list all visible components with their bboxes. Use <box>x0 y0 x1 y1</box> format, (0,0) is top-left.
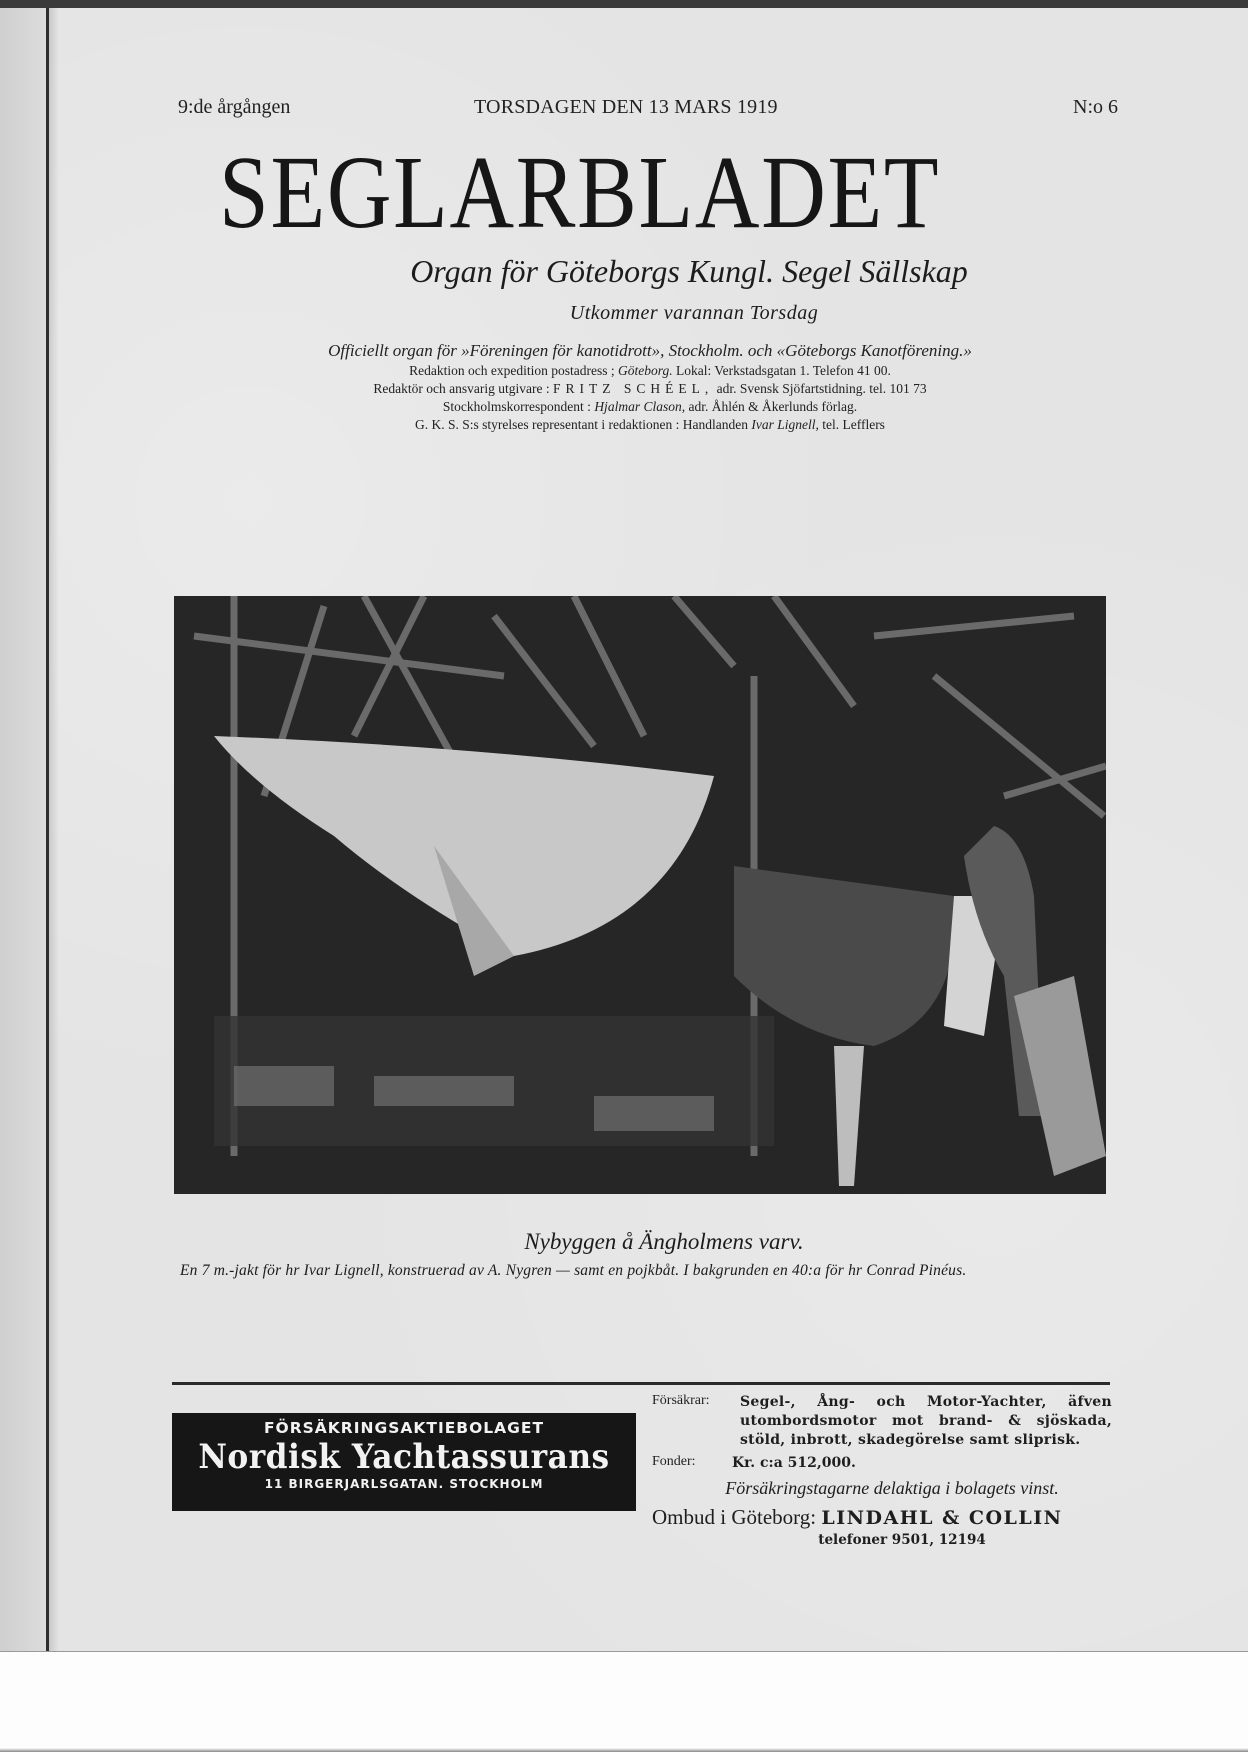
representative-name: Ivar Lignell, <box>751 417 819 432</box>
photo-caption-title: Nybyggen å Ängholmens varv. <box>524 1229 804 1254</box>
issue-header <box>178 96 1118 124</box>
correspondent-contact: adr. Åhlén & Åkerlunds förlag. <box>688 399 858 414</box>
editor-label: Redaktör och ansvarig utgivare : <box>373 381 550 396</box>
masthead-title: SEGLARBLADET <box>219 135 941 250</box>
boatyard-photo <box>174 596 1106 1194</box>
representative-label: G. K. S. S:s styrelses representant i redaktionen : Handlanden <box>415 417 748 432</box>
editor-name: FRITZ SCHÉEL, <box>552 381 714 396</box>
volume-label: 9:de årgången <box>178 96 291 118</box>
editor-line <box>240 380 1060 398</box>
representative-contact: tel. Lefflers <box>822 417 885 432</box>
correspondent-line <box>240 398 1060 416</box>
photo-illustration <box>174 596 1106 1194</box>
editorial-contact: Lokal: Verkstadsgatan 1. Telefon 41 00. <box>675 363 891 378</box>
scan-bottom-edge <box>0 1748 1248 1752</box>
editorial-info <box>240 340 1060 434</box>
masthead-subtitle: Organ för Göteborgs Kungl. Segel Sällskap <box>410 253 968 289</box>
ad-profit-share: Försäkringstagarne delaktiga i bolagets vinst. <box>725 1478 1059 1498</box>
photo-caption-text: En 7 m.-jakt för hr Ivar Lignell, konstruerad av A. Nygren — samt en pojkbåt. I bakgrunden en 40:a för hr Conrad Pinéus. <box>180 1262 967 1279</box>
correspondent-name: Hjalmar Clason, <box>594 399 686 414</box>
issue-number: N:o 6 <box>1073 96 1118 118</box>
ad-funds-label: Fonder: <box>652 1454 696 1469</box>
representative-line <box>240 416 1060 434</box>
ad-funds-row <box>652 1454 1112 1472</box>
scan-top-edge <box>0 0 1248 8</box>
scanner-bed <box>0 1652 1248 1752</box>
insurance-ad-logo <box>172 1413 636 1511</box>
section-divider <box>172 1382 1110 1385</box>
ad-company-name: Nordisk Yachtassurans <box>198 1437 610 1477</box>
ad-agent-row <box>652 1505 1112 1530</box>
ad-agent-label: Ombud i Göteborg: <box>652 1505 817 1529</box>
insurance-ad-details <box>652 1393 1112 1548</box>
publication-frequency: Utkommer varannan Torsdag <box>569 302 819 324</box>
ad-insures-text: Segel-, Ång- och Motor-Yachter, äfven utombordsmotor mot brand- & sjöskada, stöld, inbrott, skadegörelse samt sliprisk. <box>740 1394 1112 1448</box>
ad-phones: telefoner 9501, 12194 <box>818 1532 986 1548</box>
editorial-address-line <box>240 362 1060 380</box>
official-organ-line: Officiellt organ för »Föreningen för kanotidrott», Stockholm. och «Göteborgs Kanotförening.» <box>328 341 972 360</box>
ad-address: 11 BIRGERJARLSGATAN. STOCKHOLM <box>264 1477 544 1491</box>
editorial-label: Redaktion och expedition postadress ; <box>409 363 615 378</box>
ad-coverage-row <box>652 1393 1112 1450</box>
correspondent-label: Stockholmskorrespondent : <box>442 399 591 414</box>
editor-contact: adr. Svensk Sjöfartstidning. tel. 101 73 <box>716 381 927 396</box>
ad-insures-label: Försäkrar: <box>652 1393 710 1408</box>
issue-date: TORSDAGEN DEN 13 MARS 1919 <box>474 96 778 118</box>
ad-agent-name: LINDAHL & COLLIN <box>821 1507 1063 1529</box>
editorial-city: Göteborg. <box>617 363 673 378</box>
ad-funds-value: Kr. c:a 512,000. <box>732 1455 856 1471</box>
ad-company-type: FÖRSÄKRINGSAKTIEBOLAGET <box>263 1419 545 1437</box>
